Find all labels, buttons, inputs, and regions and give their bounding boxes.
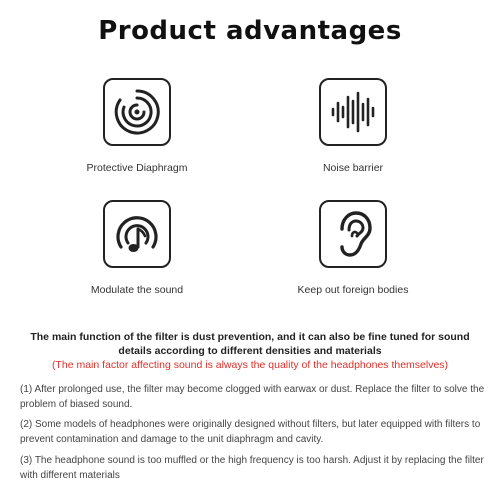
- disc-diaphragm-icon: [103, 78, 171, 146]
- feature-label: Noise barrier: [322, 162, 384, 174]
- sound-note-icon: [103, 200, 171, 268]
- feature-label: Keep out foreign bodies: [297, 284, 409, 296]
- main-function-text: The main function of the filter is dust prevention, and it can also be fine tuned for sound details according to different densities and materials: [30, 331, 470, 357]
- feature-keep-out-foreign-bodies: [258, 200, 448, 296]
- feature-label: Modulate the sound: [90, 284, 184, 296]
- ear-icon: [319, 200, 387, 268]
- main-factor-note: (The main factor affecting sound is always the quality of the headphones themselves): [51, 359, 449, 371]
- feature-label: Protective Diaphragm: [86, 162, 188, 174]
- paragraph-1: (1) After prolonged use, the filter may become clogged with earwax or dust. Replace the filter to solve the problem of biased sound.: [20, 384, 485, 410]
- page-title: Product advantages: [98, 16, 402, 46]
- sound-wave-icon: [319, 78, 387, 146]
- feature-modulate-sound: [42, 200, 232, 296]
- paragraph-3: (3) The headphone sound is too muffled or the high frequency is too harsh. Adjust it by replacing the filter with different materials: [20, 455, 484, 481]
- feature-noise-barrier: [258, 78, 448, 174]
- paragraph-2: (2) Some models of headphones were originally designed without filters, but later equipped with filters to prevent contamination and damage to the unit diaphragm and cavity.: [20, 419, 481, 445]
- feature-protective-diaphragm: [42, 78, 232, 174]
